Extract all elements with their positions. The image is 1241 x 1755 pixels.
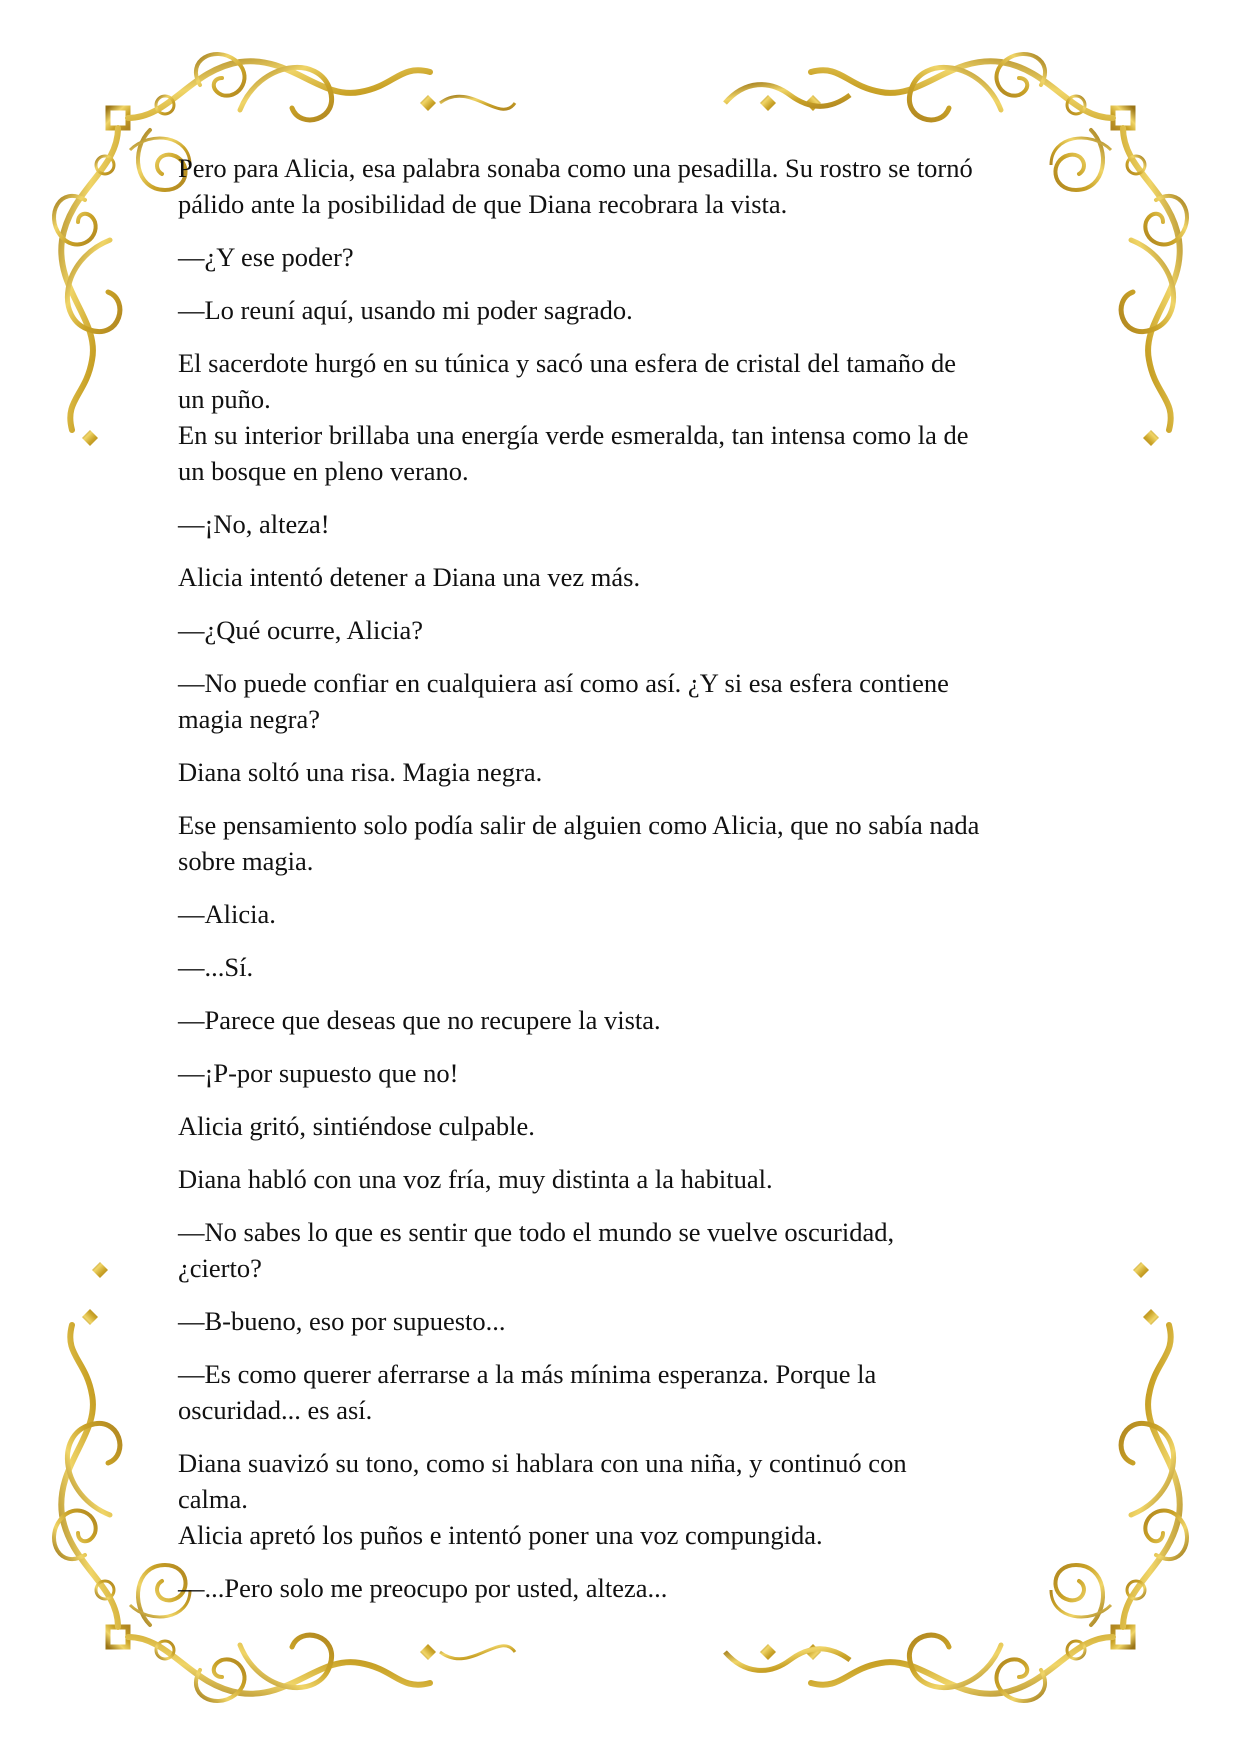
- paragraph: [178, 345, 1078, 489]
- text-line: un bosque en pleno verano.: [178, 456, 469, 486]
- paragraph: [178, 292, 1078, 328]
- text-line: Alicia intentó detener a Diana una vez más.: [178, 562, 641, 592]
- text-line: —¿Y ese poder?: [178, 242, 354, 272]
- paragraph: [178, 1161, 1078, 1197]
- text-line: El sacerdote hurgó en su túnica y sacó una esfera de cristal del tamaño de: [178, 348, 957, 378]
- paragraph: [178, 239, 1078, 275]
- text-line: —Parece que deseas que no recupere la vista.: [178, 1005, 661, 1035]
- paragraph: [178, 754, 1078, 790]
- text-line: —B-bueno, eso por supuesto...: [178, 1306, 506, 1336]
- paragraph: [178, 1108, 1078, 1144]
- paragraph: [178, 1055, 1078, 1091]
- text-line: —Lo reuní aquí, usando mi poder sagrado.: [178, 295, 633, 325]
- paragraph: [178, 1356, 1078, 1428]
- paragraph: [178, 896, 1078, 932]
- text-line: —No puede confiar en cualquiera así como así. ¿Y si esa esfera contiene: [178, 668, 949, 698]
- text-line: oscuridad... es así.: [178, 1395, 373, 1425]
- text-line: —¡No, alteza!: [178, 509, 330, 539]
- text-line: —...Sí.: [178, 952, 254, 982]
- frame-top-center: [440, 85, 850, 111]
- text-line: magia negra?: [178, 704, 320, 734]
- paragraph: [178, 150, 1078, 222]
- text-line: En su interior brillaba una energía verde esmeralda, tan intensa como la de: [178, 420, 969, 450]
- text-line: Diana suavizó su tono, como si hablara con una niña, y continuó con: [178, 1448, 907, 1478]
- paragraph: [178, 665, 1078, 737]
- text-line: pálido ante la posibilidad de que Diana recobrara la vista.: [178, 189, 788, 219]
- document-text: [178, 150, 1078, 1623]
- text-line: un puño.: [178, 384, 271, 414]
- text-line: —¡P-por supuesto que no!: [178, 1058, 459, 1088]
- paragraph: [178, 1445, 1078, 1553]
- paragraph: [178, 1214, 1078, 1286]
- paragraph: [178, 1303, 1078, 1339]
- paragraph: [178, 949, 1078, 985]
- text-line: ¿cierto?: [178, 1253, 262, 1283]
- text-line: —Es como querer aferrarse a la más mínima esperanza. Porque la: [178, 1359, 877, 1389]
- paragraph: [178, 1570, 1078, 1606]
- text-line: Pero para Alicia, esa palabra sonaba como una pesadilla. Su rostro se tornó: [178, 153, 973, 183]
- text-line: sobre magia.: [178, 846, 314, 876]
- paragraph: [178, 1002, 1078, 1038]
- text-line: Alicia apretó los puños e intentó poner una voz compungida.: [178, 1520, 823, 1550]
- text-line: Alicia gritó, sintiéndose culpable.: [178, 1111, 535, 1141]
- paragraph: [178, 612, 1078, 648]
- text-line: Diana habló con una voz fría, muy distinta a la habitual.: [178, 1164, 773, 1194]
- paragraph: [178, 506, 1078, 542]
- text-line: calma.: [178, 1484, 248, 1514]
- frame-bottom-center: [440, 1644, 850, 1670]
- text-line: Diana soltó una risa. Magia negra.: [178, 757, 543, 787]
- text-line: —No sabes lo que es sentir que todo el mundo se vuelve oscuridad,: [178, 1217, 895, 1247]
- text-line: Ese pensamiento solo podía salir de alguien como Alicia, que no sabía nada: [178, 810, 980, 840]
- paragraph: [178, 807, 1078, 879]
- text-line: —¿Qué ocurre, Alicia?: [178, 615, 424, 645]
- paragraph: [178, 559, 1078, 595]
- text-line: —...Pero solo me preocupo por usted, alteza...: [178, 1573, 668, 1603]
- text-line: —Alicia.: [178, 899, 276, 929]
